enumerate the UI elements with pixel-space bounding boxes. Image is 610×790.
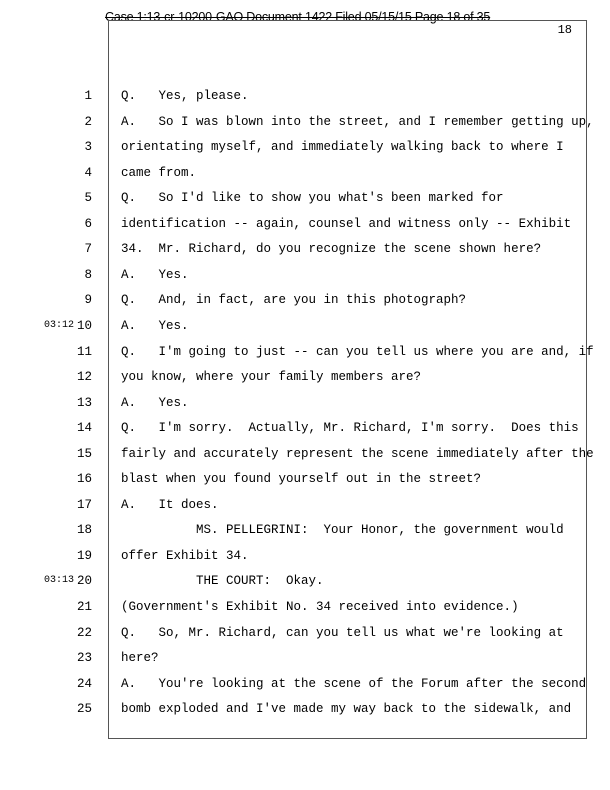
transcript-line <box>0 651 610 671</box>
line-text: 34. Mr. Richard, do you recognize the scene shown here? <box>121 242 542 257</box>
line-text: Q. I'm going to just -- can you tell us where you are and, if <box>121 344 594 359</box>
transcript-line <box>0 115 610 135</box>
transcript-line <box>0 293 610 313</box>
line-text: bomb exploded and I've made my way back to the sidewalk, and <box>121 702 572 717</box>
line-number: 11 <box>76 344 92 359</box>
transcript-line <box>0 89 610 109</box>
transcript-line <box>0 600 610 620</box>
line-number: 7 <box>84 242 92 257</box>
line-text: MS. PELLEGRINI: Your Honor, the government would <box>121 523 564 538</box>
line-number: 8 <box>84 267 92 282</box>
line-text: offer Exhibit 34. <box>121 548 249 563</box>
transcript-line <box>0 447 610 467</box>
line-number: 1 <box>84 89 92 103</box>
line-text: Q. Yes, please. <box>121 89 249 103</box>
line-text: A. You're looking at the scene of the Forum after the second <box>121 676 587 691</box>
line-number: 4 <box>84 165 92 180</box>
line-number: 17 <box>76 497 92 512</box>
line-text: (Government's Exhibit No. 34 received into evidence.) <box>121 600 519 614</box>
line-number: 9 <box>84 293 92 308</box>
transcript-line <box>0 549 610 569</box>
line-text: fairly and accurately represent the scene immediately after the <box>121 446 594 461</box>
line-text: identification -- again, counsel and witness only -- Exhibit <box>121 216 572 231</box>
line-text: Q. And, in fact, are you in this photograph? <box>121 293 467 308</box>
line-text: orientating myself, and immediately walking back to where I <box>121 140 564 155</box>
transcript-line <box>0 191 610 211</box>
line-number: 10 <box>76 318 92 333</box>
line-text: Q. I'm sorry. Actually, Mr. Richard, I'm sorry. Does this <box>121 421 579 436</box>
transcript-line <box>0 702 610 722</box>
timestamp: 03:13 <box>44 575 75 587</box>
line-text: Q. So I'd like to show you what's been marked for <box>121 191 504 206</box>
line-text: A. Yes. <box>121 318 189 333</box>
line-number: 22 <box>76 625 92 640</box>
line-text: came from. <box>121 165 197 180</box>
transcript-line <box>0 319 610 339</box>
line-text: A. Yes. <box>121 267 189 282</box>
line-number: 21 <box>76 600 92 614</box>
line-number: 3 <box>84 140 92 155</box>
line-number: 23 <box>76 651 92 666</box>
transcript-line <box>0 626 610 646</box>
line-number: 16 <box>76 472 92 487</box>
page-number: 18 <box>557 23 572 37</box>
transcript-line <box>0 677 610 697</box>
transcript-line <box>0 370 610 390</box>
line-number: 6 <box>84 216 92 231</box>
transcript-line <box>0 217 610 237</box>
line-number: 24 <box>76 676 92 691</box>
transcript-line <box>0 421 610 441</box>
line-number: 13 <box>76 395 92 410</box>
transcript-line <box>0 396 610 416</box>
line-text: Q. So, Mr. Richard, can you tell us what we're looking at <box>121 625 564 640</box>
transcript-line <box>0 242 610 262</box>
line-number: 20 <box>76 574 92 589</box>
line-number: 12 <box>76 370 92 385</box>
line-number: 15 <box>76 446 92 461</box>
timestamp: 03:12 <box>44 319 75 331</box>
line-text: here? <box>121 651 159 666</box>
transcript-line <box>0 268 610 288</box>
line-text: A. Yes. <box>121 395 189 410</box>
transcript-line <box>0 472 610 492</box>
transcript-line <box>0 345 610 365</box>
case-header: Case 1:13-cr-10200-GAO Document 1422 Filed 05/15/15 Page 18 of 35 <box>105 10 491 24</box>
transcript-line <box>0 166 610 186</box>
transcript-line <box>0 574 610 594</box>
transcript-line <box>0 523 610 543</box>
line-text: blast when you found yourself out in the street? <box>121 472 482 487</box>
line-text: THE COURT: Okay. <box>121 574 324 589</box>
line-text: A. It does. <box>121 497 219 512</box>
line-number: 14 <box>76 421 92 436</box>
line-number: 18 <box>76 523 92 538</box>
line-text: A. So I was blown into the street, and I remember getting up, <box>121 114 594 129</box>
line-number: 2 <box>84 114 92 129</box>
transcript-line <box>0 140 610 160</box>
line-number: 5 <box>84 191 92 206</box>
line-number: 25 <box>76 702 92 717</box>
line-number: 19 <box>76 548 92 563</box>
line-text: you know, where your family members are? <box>121 370 422 385</box>
transcript-line <box>0 498 610 518</box>
